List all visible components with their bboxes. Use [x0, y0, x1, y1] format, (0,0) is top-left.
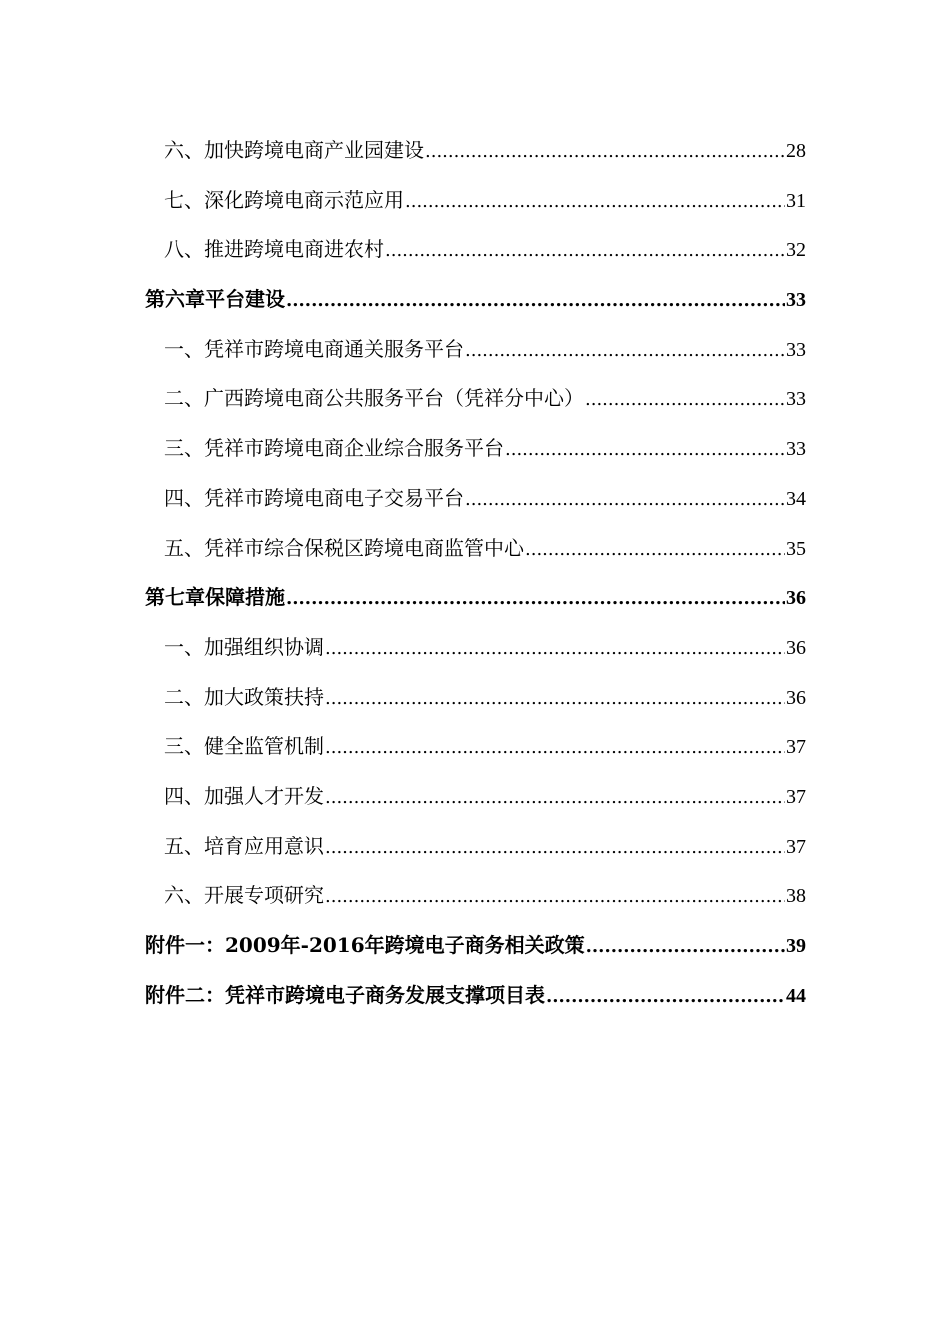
- toc-page-number: 35: [786, 537, 806, 560]
- toc-dot-leader: [405, 177, 785, 226]
- toc-entry[interactable]: [145, 524, 806, 574]
- toc-entry[interactable]: [145, 673, 806, 723]
- toc-dot-leader: [425, 127, 785, 176]
- toc-page-number: 36: [786, 686, 806, 709]
- toc-appendix-entry[interactable]: [145, 921, 806, 971]
- toc-dot-leader: [465, 475, 785, 524]
- toc-page-number: 33: [786, 388, 806, 411]
- toc-dot-leader: [505, 425, 785, 474]
- toc-page-number: 37: [786, 835, 806, 858]
- toc-entry-title: 二、广西跨境电商公共服务平台（凭祥分中心）: [164, 386, 584, 411]
- toc-entry-title: 三、健全监管机制: [164, 734, 324, 759]
- toc-dot-leader: [286, 276, 785, 325]
- toc-dot-leader: [325, 723, 785, 772]
- toc-entry[interactable]: [145, 325, 806, 375]
- toc-page-number: 37: [786, 736, 806, 759]
- toc-dot-leader: [465, 326, 785, 375]
- toc-dot-leader: [325, 823, 785, 872]
- toc-entry-title: 附件一：2009年-2016年跨境电子商务相关政策: [145, 933, 585, 957]
- toc-page-number: 33: [786, 438, 806, 461]
- toc-entry-title: 四、加强人才开发: [164, 783, 324, 808]
- toc-entry-title: 一、加强组织协调: [164, 634, 324, 659]
- toc-dot-leader: [385, 226, 785, 275]
- toc-dot-leader: [325, 872, 785, 921]
- toc-entry[interactable]: [145, 722, 806, 772]
- toc-entry-title: 六、加快跨境电商产业园建设: [164, 138, 424, 162]
- toc-appendix-entry[interactable]: [145, 971, 806, 1021]
- toc-dot-leader: [325, 674, 785, 723]
- toc-entry[interactable]: [145, 822, 806, 872]
- toc-dot-leader: [586, 922, 785, 971]
- toc-entry-title: 七、深化跨境电商示范应用: [164, 187, 404, 212]
- toc-page-number: 37: [786, 785, 806, 808]
- toc-entry-title: 六、开展专项研究: [164, 883, 324, 908]
- toc-chapter-entry[interactable]: [145, 275, 806, 325]
- toc-entry[interactable]: [145, 126, 806, 176]
- toc-entry[interactable]: [145, 424, 806, 474]
- toc-dot-leader: [325, 624, 785, 673]
- toc-entry-title: 附件二：凭祥市跨境电子商务发展支撑项目表: [145, 982, 545, 1007]
- toc-entry-title: 第六章平台建设: [145, 287, 285, 312]
- toc-page-number: 38: [786, 885, 806, 908]
- toc-dot-leader: [525, 525, 785, 574]
- toc-page-number: 28: [786, 140, 806, 162]
- toc-dot-leader: [546, 972, 785, 1021]
- toc-page-number: 33: [786, 289, 806, 312]
- toc-entry-title: 三、凭祥市跨境电商企业综合服务平台: [164, 436, 504, 461]
- table-of-contents: [145, 126, 806, 1020]
- toc-page-number: 36: [786, 587, 806, 610]
- toc-entry-title: 一、凭祥市跨境电商通关服务平台: [164, 336, 464, 361]
- toc-entry-title: 八、推进跨境电商进农村: [164, 237, 384, 262]
- toc-entry-title: 五、凭祥市综合保税区跨境电商监管中心: [164, 535, 524, 560]
- toc-page-number: 33: [786, 338, 806, 361]
- toc-dot-leader: [325, 773, 785, 822]
- toc-page-number: 34: [786, 487, 806, 510]
- toc-dot-leader: [286, 574, 785, 623]
- toc-entry[interactable]: [145, 623, 806, 673]
- toc-entry[interactable]: [145, 225, 806, 275]
- toc-chapter-entry[interactable]: [145, 573, 806, 623]
- toc-entry[interactable]: [145, 474, 806, 524]
- toc-entry-title: 二、加大政策扶持: [164, 684, 324, 709]
- toc-entry-title: 四、凭祥市跨境电商电子交易平台: [164, 485, 464, 510]
- toc-entry[interactable]: [145, 176, 806, 226]
- toc-page-number: 44: [786, 984, 806, 1007]
- toc-page-number: 39: [786, 935, 806, 957]
- toc-entry[interactable]: [145, 772, 806, 822]
- toc-page-number: 31: [786, 189, 806, 212]
- toc-page-number: 32: [786, 239, 806, 262]
- toc-entry[interactable]: [145, 871, 806, 921]
- toc-entry-title: 五、培育应用意识: [164, 833, 324, 858]
- toc-page-number: 36: [786, 636, 806, 659]
- toc-dot-leader: [585, 375, 785, 424]
- toc-entry[interactable]: [145, 374, 806, 424]
- toc-entry-title: 第七章保障措施: [145, 585, 285, 610]
